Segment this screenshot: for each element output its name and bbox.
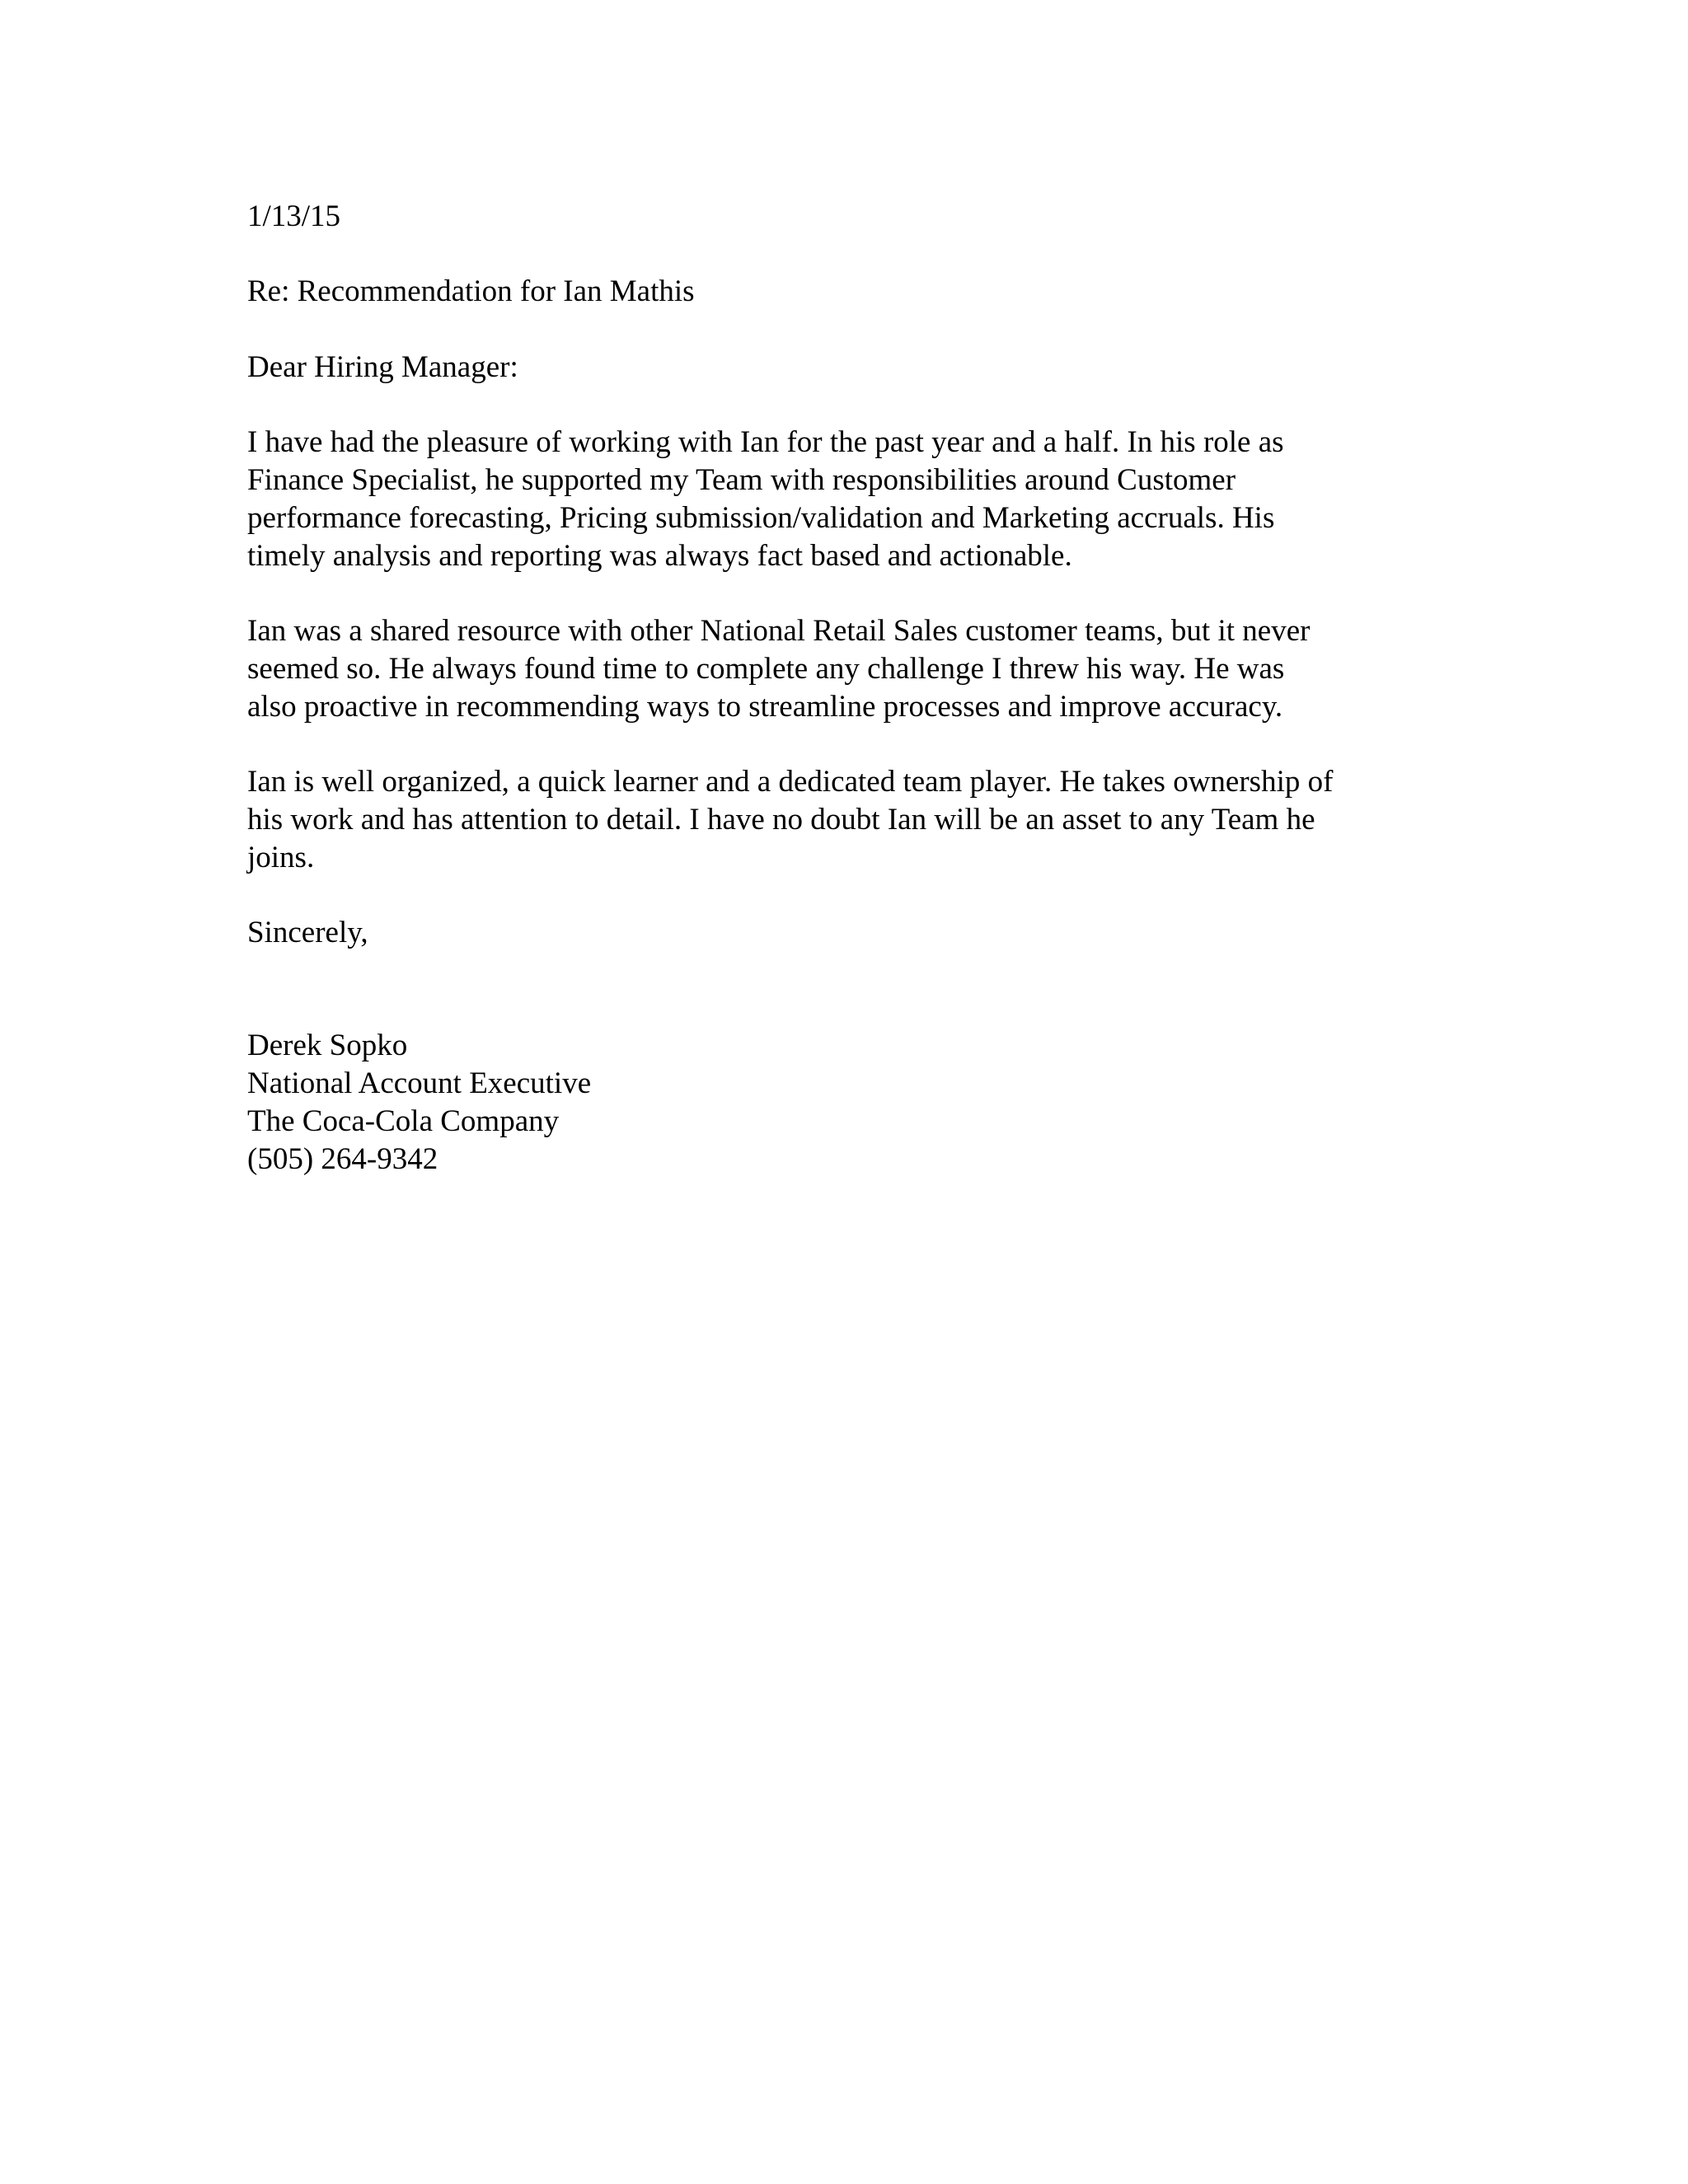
paragraph-line: also proactive in recommending ways to streamline processes and improve accuracy. [247,690,1283,724]
letter-closing: Sincerely, [247,916,368,949]
letter-salutation: Dear Hiring Manager: [247,350,518,384]
paragraph-line: performance forecasting, Pricing submission/validation and Marketing accruals. His [247,501,1275,535]
letter-subject: Re: Recommendation for Ian Mathis [247,274,695,308]
signature-phone: (505) 264-9342 [247,1142,438,1176]
signature-title: National Account Executive [247,1066,592,1100]
paragraph-3 [247,763,1333,877]
paragraph-1 [247,424,1284,575]
paragraph-line: Ian was a shared resource with other National Retail Sales customer teams, but it never [247,614,1311,648]
signature-name: Derek Sopko [247,1029,408,1062]
paragraph-2 [247,612,1310,726]
paragraph-line: timely analysis and reporting was always fact based and actionable. [247,539,1072,573]
letter-date: 1/13/15 [247,199,341,233]
paragraph-line: Finance Specialist, he supported my Team with responsibilities around Customer [247,463,1236,497]
signature-company: The Coca-Cola Company [247,1104,560,1138]
signature-block [247,1027,591,1179]
paragraph-line: his work and has attention to detail. I have no doubt Ian will be an asset to any Team he [247,803,1315,837]
paragraph-line: Ian is well organized, a quick learner and a dedicated team player. He takes ownership of [247,765,1334,799]
paragraph-line: seemed so. He always found time to complete any challenge I threw his way. He was [247,652,1285,686]
paragraph-line: joins. [247,841,315,874]
paragraph-line: I have had the pleasure of working with Ian for the past year and a half. In his role as [247,425,1284,459]
